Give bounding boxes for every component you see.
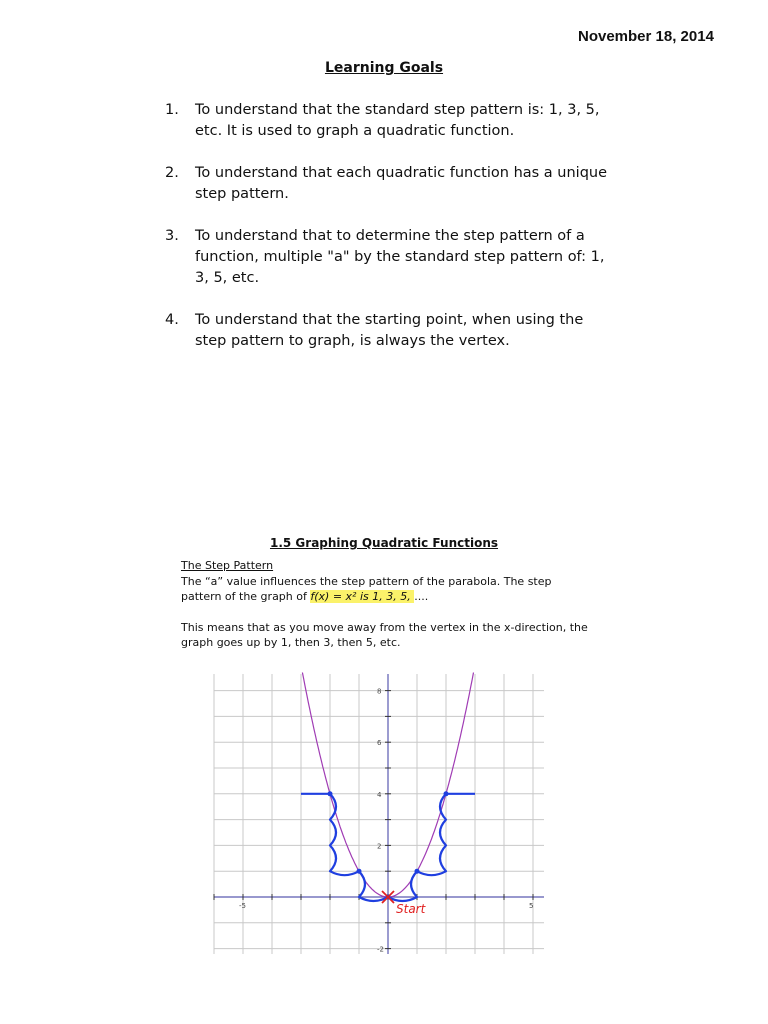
- goal-item: [165, 310, 615, 352]
- intro-text: The “a” value influences the step pattern of the parabola. The step pattern of the graph of: [181, 575, 552, 603]
- goal-item: [165, 226, 615, 289]
- explanation-paragraph: This means that as you move away from the vertex in the x-direction, the graph goes up by 1, then 3, then 5, etc.: [181, 621, 588, 649]
- goal-number: 2.: [165, 165, 179, 181]
- goal-text: To understand that each quadratic function has a unique step pattern.: [195, 165, 608, 202]
- goal-item: [165, 100, 615, 142]
- step-point: [328, 791, 333, 796]
- y-tick-label: 2: [377, 842, 382, 851]
- date: November 18, 2014: [578, 28, 714, 45]
- step-point: [415, 869, 420, 874]
- goal-text: To understand that to determine the step pattern of a function, multiple "a" by the standard step pattern of: 1, 3, 5, etc.: [195, 228, 605, 286]
- step-pattern-graph: [210, 672, 550, 957]
- intro-paragraph: [181, 574, 581, 604]
- intro-ellipsis: ....: [414, 590, 429, 603]
- step-point: [444, 791, 449, 796]
- x-tick-label: -5: [239, 902, 246, 910]
- highlighted-formula: f(x) = x² is 1, 3, 5,: [310, 590, 415, 603]
- learning-goals-list: [165, 100, 615, 373]
- y-tick-label: 8: [377, 687, 382, 696]
- goal-number: 3.: [165, 228, 179, 244]
- learning-goals-title: Learning Goals: [324, 60, 444, 76]
- x-tick-label: 5: [529, 902, 534, 910]
- y-tick-label: -2: [377, 945, 384, 954]
- y-tick-label: 4: [377, 790, 382, 799]
- grid-lines: [214, 674, 544, 954]
- goal-number: 4.: [165, 312, 179, 328]
- start-annotation: Start: [396, 902, 426, 916]
- y-tick-label: 6: [377, 739, 382, 748]
- goal-text: To understand that the starting point, when using the step pattern to graph, is always the vertex.: [195, 312, 584, 349]
- goal-item: [165, 163, 615, 205]
- subheading: The Step Pattern: [181, 559, 274, 572]
- goal-number: 1.: [165, 102, 179, 118]
- step-point: [357, 869, 362, 874]
- goal-text: To understand that the standard step pattern is: 1, 3, 5, etc. It is used to graph a quadratic function.: [195, 102, 600, 139]
- section-title: 1.5 Graphing Quadratic Functions: [269, 536, 499, 550]
